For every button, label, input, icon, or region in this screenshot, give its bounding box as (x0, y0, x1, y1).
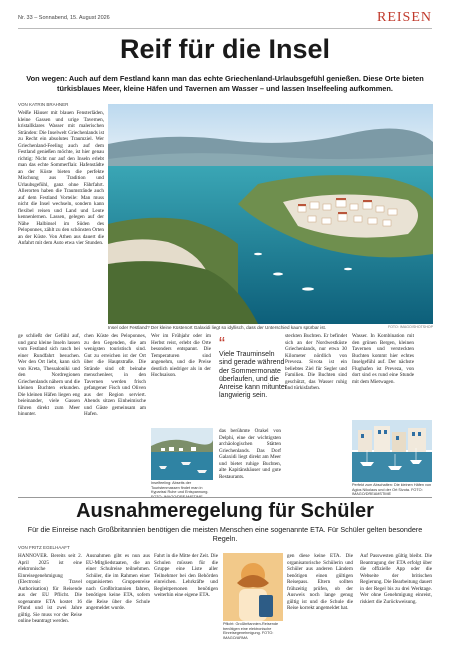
article-column-2 (18, 333, 80, 493)
caption-text: Perfekt zum Abschalten: Die kleinen Häfen von Agios Nikolaos und der Ort Sivota. (352, 483, 432, 492)
quote-mark-icon: “ (219, 334, 225, 354)
page-header (18, 10, 432, 29)
column-text: das berühmte Orakel von Delphi, eine der wichtigsten archäologischen Stätten Griechenlands. Das Dorf Galaxidi liegt direkt am Meer und bietet ruhige Buchten, alte Kapitänshäuser und gute Restaurants. (219, 428, 281, 480)
article-deck: Von wegen: Auch auf dem Festland kann man das echte Griechenland-Urlaubsgefühl genießen. Diese Orte bieten türkisblaues Meer, kleine Häfen und Tavernen am Wasser – und lassen Inselfeeling aufkommen. (26, 74, 424, 93)
article2-column-3 (154, 553, 218, 668)
column-text: Wer im Frühjahr oder im Herbst reist, erlebt die Orte besonders entspannt. Die Temperaturen sind angenehm, und die Preise deutlich niedriger als in der Hochsaison. (151, 333, 211, 378)
article-column-6 (285, 333, 347, 493)
main-photo-harbor (108, 104, 433, 324)
quote-text: Viele Trauminseln sind gerade während der Sommermonate überlaufen, und die Anreise kann mitunter langwierig sein. (219, 351, 288, 400)
section-divider (18, 497, 432, 498)
article2-column-2 (86, 553, 150, 668)
article2-column-1 (18, 553, 82, 668)
photo-traveler (223, 553, 283, 621)
photo-credit: FOTO: IMAGO/DREAMSTIME (352, 487, 423, 497)
column-text: Auf Passwesten gültig bleibt. Die Beantragung der ETA erfolgt über die offizielle App oder die Webseite der britischen Regierung. Die Bearbeitung dauert in der Regel bis zu drei Werktage. Wer ohne Genehmigung einreist, riskiert die Zurückweisung. (360, 553, 432, 605)
article-column-4 (151, 333, 211, 425)
article2-author: VON FRITZ EGELHAAFT (18, 545, 70, 550)
photo-traveler-caption (223, 622, 285, 641)
article2-deck: Für die Einreise nach Großbritannien benötigen die meisten Menschen eine sogenannte ETA. Für Schüler gelten besondere Regeln. (27, 525, 423, 543)
photo-credit: FOTO: IMAGO/SHOTSHOP (387, 325, 433, 329)
article-column-3 (84, 333, 146, 493)
caption-text: Pflicht: Großbritannien-Reisende benötigen eine elektronische Einreisegenehmigung. (223, 622, 279, 636)
article2-title: Ausnahmeregelung für Schüler (76, 500, 374, 522)
photo-sivota-caption (352, 483, 432, 497)
column-text: gen diese keine ETA. Die organisatorische Schülerin und Schüler aus anderen Ländern benötigen einen gültigen Reisepass. Eltern sollten frühzeitig prüfen, ob der Ausweis noch lange genug gültig ist und die Schule die Reise korrekt angemeldet hat. (287, 553, 353, 611)
article-title: Reif für die Insel (119, 34, 331, 64)
main-photo-caption (108, 325, 433, 330)
column-text: ge schließt der Gefühl auf, und ganz kleine Inseln lassen vom Festland sich rasch bei einer Rundfahrt besuchen. Wer den Ort liebt, kann sich von Kreta, Thessaloniki und den Nordregionen Griechenlands nähern und die kleinen Buchten erkunden. Die kleinen Häfen liegen eng beieinander, viele Gassen führen direkt zum Meer hinunter. (18, 333, 80, 417)
photo-kyparissi (151, 428, 213, 480)
photo-sivota (352, 420, 432, 482)
photo-credit: FOTO: IMAGO/DREAMSTIME (151, 495, 203, 500)
article2-column-5 (360, 553, 432, 668)
caption-text: Insel oder Festland? Der kleine Küstenort Galaxidi liegt so idyllisch, dass der Unterschied kaum spürbar ist. (108, 325, 327, 330)
column-text: HANNOVER. Bereits seit 2. April 2025 ist eine elektronische Einreisegenehmigung (Electronic Travel Authorisation) für Reisende aus der EU Pflicht. Die sogenannte ETA kostet 16 Pfund und ist zwei Jahre gültig. Sie muss vor der Reise online beantragt werden. (18, 553, 82, 624)
article-column-5 (219, 428, 281, 494)
article-author: VON KATRIN BRAHNER (18, 102, 69, 107)
photo-credit: FOTO: IMAGO/ARMA (223, 631, 274, 641)
issue-meta: Nr. 33 – Sonnabend, 15. August 2026 (18, 15, 110, 21)
article-column-intro (18, 110, 104, 322)
column-text: steckten Buchten. Er befindet sich an der Nordwestküste Griechenlands, nur etwa 30 Kilometer nördlich von Preveza. Sivota ist ein beliebtes Ziel für Segler und Familien. Die Buchten sind geschützt, das Wasser ruhig und türkisfarben. (285, 333, 347, 391)
column-text: Ausnahmen gibt es nun aus EU-Mitgliedstaaten, die an einer Schulreise teilnehmen. Schüler, die im Rahmen einer organisierten Gruppenreise nach Großbritannien fahren, benötigen keine ETA, sofern die Reise über die Schule angemeldet wurde. (86, 553, 150, 611)
section-label: REISEN (377, 10, 432, 25)
article-column-7 (352, 333, 414, 417)
column-text: Wasser. In Kombination mit den grünen Bergen, kleinen Tavernen und versteckten Buchten kommt hier echtes Inselgefühl auf. Der nächste Flughafen ist Preveza, von dort sind es rund eine Stunde mit dem Mietwagen. (352, 333, 414, 385)
article2-column-4 (287, 553, 353, 668)
column-text: Weiße Häuser mit blauen Fensterläden, kleine Gassen und urige Tavernen, kristallklares Wasser mit malerischen Stränden: Die Inselwelt Griechenlands ist zu Recht ein absolutes Traumziel. Wer Griechenland-Feeling auch auf dem Festland genießen möchte, ist hier genau richtig: Nicht nur auf den Inseln erlebt man das echte Sommerflair. Hafenstädte an der Küste bieten die perfekte Mischung aus Tradition und Urlaubsgefühl, ganz ohne Fährfahrt. Allerorten haben die Traumstrände auch auf dem Festland Vorteile: Man muss nicht die Insel wechseln, sondern kann flexibel reisen und Land und Leute kennenlernen. Lassen, gelegen auf der Nähe Halbinsel im Süden des Peloponnes, zählt zu den schönsten Orten an der Küste. Von Athen aus dauert die Anfahrt mit dem Auto etwa vier Stunden. (18, 110, 104, 246)
caption-text: Inselfeeling: Abseits der Touristenmassen findet man in Kyparissi Ruhe und Entspannung. (151, 481, 209, 495)
column-text: Fahrt in die Mitte der Zeit. Die Schulen müssen für die Gruppe eine Liste aller Teilnehmer bei den Behörden einreichen. Lehrkräfte und Begleitpersonen benötigen weiterhin eine eigene ETA. (154, 553, 218, 598)
column-text: chen Küste des Peloponnes, zu den Gegenden, die am wenigsten touristisch sind. Gut zu erreichen ist der Ort über die Hauptstraße. Die Strände sind oft beinahe menschenleer, in den Tavernen werden frisch gefangener Fisch und Oliven aus der Region serviert. Abends sitzen Einheimische und Gäste gemeinsam am Hafen. (84, 333, 146, 417)
pull-quote (219, 334, 289, 401)
